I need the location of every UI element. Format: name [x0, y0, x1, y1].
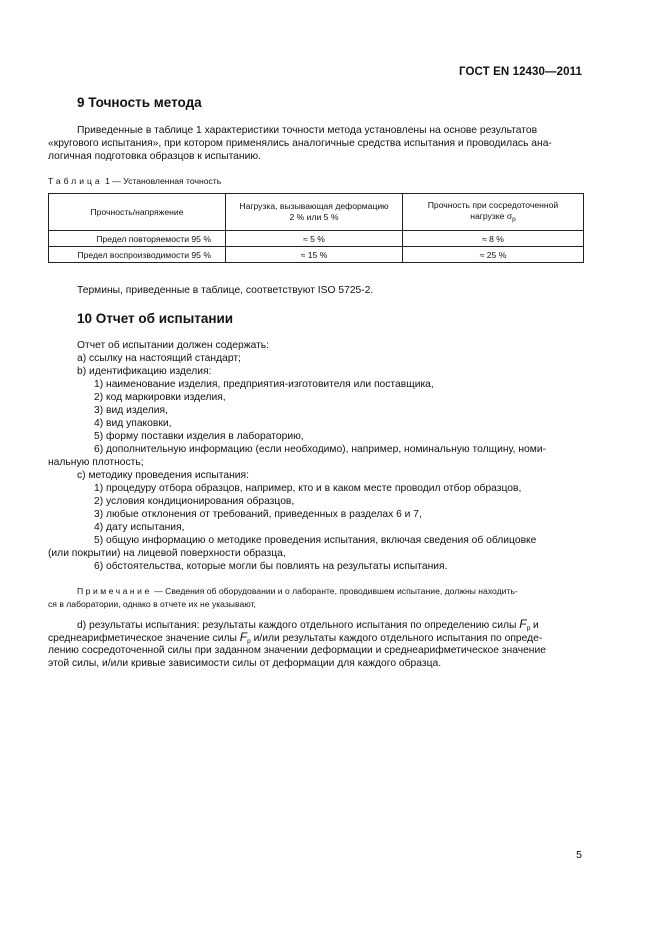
sub-item-b: 5) форму поставки изделия в лабораторию, — [94, 431, 304, 442]
section-9-heading: 9 Точность метода — [77, 95, 202, 110]
sub-item-b: 3) вид изделия, — [94, 405, 168, 416]
list-item-a: a) ссылку на настоящий стандарт; — [77, 353, 241, 364]
sub-item-c: 4) дату испытания, — [94, 522, 185, 533]
report-intro: Отчет об испытании должен содержать: — [77, 340, 270, 351]
sub-item-c6: 6) обстоятельства, которые могли бы повлиять на результаты испытания. — [94, 561, 448, 572]
header-col-load — [226, 194, 403, 231]
header-col-strength: Прочность/напряжение — [49, 194, 226, 231]
sub-item-b6-line1: 6) дополнительную информацию (если необходимо), например, номинальную толщину, номи- — [94, 444, 547, 455]
sub-item-b: 2) код маркировки изделия, — [94, 392, 226, 403]
row-load-value: ≈ 15 % — [226, 247, 403, 263]
page-number: 5 — [576, 849, 582, 861]
table-caption-text: 1 — Установленная точность — [102, 176, 222, 186]
row-strength-value: ≈ 25 % — [403, 247, 584, 263]
section-9-para-line: «кругового испытания», при котором применялись аналогичные средства испытания и проводилась ана- — [48, 138, 552, 149]
note-line1 — [77, 585, 518, 598]
note-label: Примечание — [77, 586, 152, 596]
force-subscript: p — [526, 625, 531, 632]
list-item-d-line4: этой силы, и/или кривые зависимости силы от деформации для каждого образца. — [48, 658, 442, 669]
note-line2: ся в лаборатории, однако в отчете их не указывают, — [48, 599, 256, 609]
header-col-load-line1: Нагрузка, вызывающая деформацию — [239, 201, 389, 211]
list-item-d-line3: лению сосредоточенной силы при заданном значении деформации и среднеарифметическое значение — [48, 645, 546, 656]
d-text: и — [530, 620, 539, 631]
force-subscript: p — [247, 638, 251, 645]
section-9-para-line: Приведенные в таблице 1 характеристики точности метода установлены на основе результатов — [77, 125, 538, 136]
sub-item-c: 3) любые отклонения от требований, приведенных в разделах 6 и 7, — [94, 509, 422, 520]
standard-header: ГОСТ EN 12430—2011 — [459, 66, 582, 78]
sub-item-b: 4) вид упаковки, — [94, 418, 172, 429]
sub-item-c5-line1: 5) общую информацию о методике проведения испытания, включая сведения об облицовке — [94, 535, 537, 546]
d-text: среднеарифметическое значение силы — [48, 633, 240, 644]
d-text: d) результаты испытания: результаты каждого отдельного испытания по определению силы — [77, 620, 520, 631]
list-item-b: b) идентификацию изделия: — [77, 366, 212, 377]
terms-note: Термины, приведенные в таблице, соответствуют ISO 5725-2. — [77, 285, 374, 296]
section-9-para-line: логичная подготовка образцов к испытанию. — [48, 151, 261, 162]
row-name: Предел воспроизводимости 95 % — [49, 247, 226, 263]
table-caption-label: Таблица — [48, 176, 103, 186]
table-header-row — [49, 194, 584, 231]
list-item-c: c) методику проведения испытания: — [77, 470, 249, 481]
sub-item-b: 1) наименование изделия, предприятия-изготовителя или поставщика, — [94, 379, 434, 390]
row-load-value: ≈ 5 % — [226, 231, 403, 247]
precision-table — [48, 193, 584, 263]
note-text: — Сведения об оборудовании и о лаборанте, проводившем испытание, должны находить- — [151, 586, 518, 596]
sub-item-c: 2) условия кондиционирования образцов, — [94, 496, 295, 507]
table-row — [49, 231, 584, 247]
header-col-concentrated — [403, 194, 584, 231]
force-symbol: F — [519, 617, 527, 631]
header-col-load-line2: 2 % или 5 % — [289, 212, 339, 222]
sub-item-b6-line2: нальную плотность; — [48, 457, 144, 468]
row-name: Предел повторяемости 95 % — [49, 231, 226, 247]
header-col-concentrated-line1: Прочность при сосредоточенной — [427, 199, 559, 210]
row-strength-value: ≈ 8 % — [403, 231, 584, 247]
force-symbol: F — [239, 630, 248, 644]
table-caption — [48, 176, 221, 186]
header-col-concentrated-line2: нагрузке σ — [470, 210, 513, 221]
table-row — [49, 247, 584, 263]
sub-item-c: 1) процедуру отбора образцов, например, кто и в каком месте проводил отбор образцов, — [94, 483, 522, 494]
sigma-subscript: p — [512, 215, 516, 223]
sub-item-c5-line2: (или покрытии) на лицевой поверхности образца, — [48, 548, 286, 559]
section-10-heading: 10 Отчет об испытании — [77, 311, 234, 326]
d-text: и/или результаты каждого отдельного испытания по опреде- — [250, 633, 543, 644]
